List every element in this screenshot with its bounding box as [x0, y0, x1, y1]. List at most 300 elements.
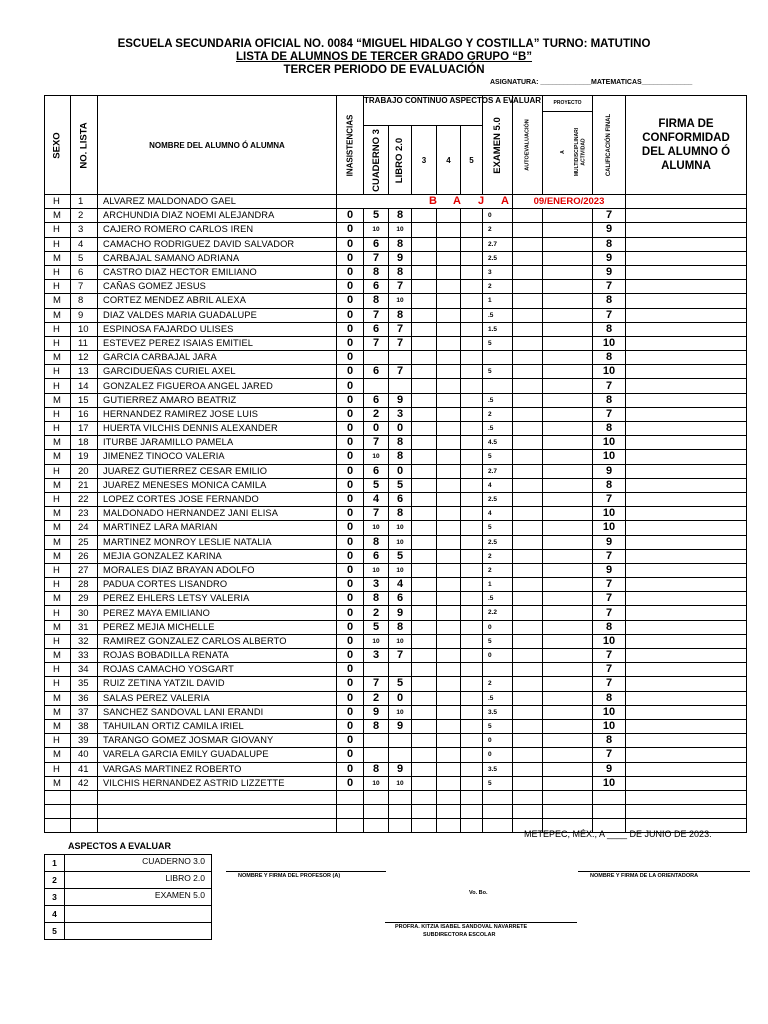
firma-cell — [626, 223, 747, 237]
no-lista-cell: 3 — [71, 223, 98, 237]
student-name-cell: TARANGO GOMEZ JOSMAR GIOVANY — [98, 734, 337, 748]
col-4-cell — [437, 422, 461, 436]
inasistencias-cell: 0 — [337, 507, 364, 521]
cuaderno-cell — [364, 748, 389, 762]
sexo-cell: H — [45, 379, 71, 393]
empty-cell — [412, 819, 437, 833]
autoevaluacion-cell — [513, 393, 543, 407]
cuaderno-cell: 6 — [364, 322, 389, 336]
no-lista-cell: 30 — [71, 606, 98, 620]
examen-cell: 2 — [483, 549, 513, 563]
subdirectora-name: PROFRA. KITZIA ISABEL SANDOVAL NAVARRETE — [395, 924, 528, 930]
student-name-cell: JIMENEZ TINOCO VALERIA — [98, 450, 337, 464]
sexo-cell: H — [45, 677, 71, 691]
col-5-cell — [461, 436, 483, 450]
cuaderno-cell: 10 — [364, 521, 389, 535]
libro-cell — [389, 351, 412, 365]
student-name-cell: SALAS PEREZ VALERIA — [98, 691, 337, 705]
autoevaluacion-cell — [513, 719, 543, 733]
inasistencias-cell: 0 — [337, 776, 364, 790]
col-3-cell — [412, 691, 437, 705]
libro-cell: 6 — [389, 492, 412, 506]
autoevaluacion-cell — [513, 691, 543, 705]
autoevaluacion-cell — [513, 620, 543, 634]
calificacion-final-cell: 7 — [593, 280, 626, 294]
examen-cell: .5 — [483, 592, 513, 606]
libro-cell: 4 — [389, 578, 412, 592]
inasistencias-cell: 0 — [337, 464, 364, 478]
no-lista-cell: 22 — [71, 492, 98, 506]
sexo-cell: H — [45, 464, 71, 478]
orientadora-signature-line — [578, 871, 750, 872]
col-4-cell — [437, 776, 461, 790]
cuaderno-cell: 7 — [364, 677, 389, 691]
col-5-cell — [461, 776, 483, 790]
col-3-cell — [412, 336, 437, 350]
cuaderno-cell: 10 — [364, 776, 389, 790]
calificacion-final-cell: 10 — [593, 705, 626, 719]
libro-cell: 10 — [389, 223, 412, 237]
calificacion-final-cell: 7 — [593, 549, 626, 563]
table-row — [45, 195, 747, 209]
inasistencias-cell: 0 — [337, 734, 364, 748]
proyecto-cell — [543, 748, 593, 762]
inasistencias-cell: 0 — [337, 365, 364, 379]
firma-cell — [626, 322, 747, 336]
libro-cell: 10 — [389, 535, 412, 549]
proyecto-cell — [543, 351, 593, 365]
student-name-cell: JUAREZ MENESES MONICA CAMILA — [98, 478, 337, 492]
examen-cell: 3 — [483, 265, 513, 279]
col-5-cell — [461, 705, 483, 719]
examen-cell: .5 — [483, 308, 513, 322]
calificacion-final-cell: 7 — [593, 379, 626, 393]
inasistencias-cell: 0 — [337, 436, 364, 450]
student-name-cell: VARELA GARCIA EMILY GUADALUPE — [98, 748, 337, 762]
autoevaluacion-cell — [513, 549, 543, 563]
autoevaluacion-cell — [513, 365, 543, 379]
cuaderno-cell: 2 — [364, 407, 389, 421]
empty-cell — [461, 790, 483, 804]
sexo-cell: H — [45, 407, 71, 421]
libro-cell: 0 — [389, 691, 412, 705]
col-4-cell — [437, 606, 461, 620]
firma-cell — [626, 606, 747, 620]
cuaderno-cell: 5 — [364, 620, 389, 634]
empty-cell — [337, 805, 364, 819]
firma-cell — [626, 492, 747, 506]
libro-cell: 3 — [389, 407, 412, 421]
libro-cell: 8 — [389, 308, 412, 322]
inasistencias-cell: 0 — [337, 450, 364, 464]
firma-cell — [626, 620, 747, 634]
cuaderno-cell: 3 — [364, 649, 389, 663]
proyecto-cell — [543, 776, 593, 790]
libro-cell: 5 — [389, 677, 412, 691]
student-name-cell: VARGAS MARTINEZ ROBERTO — [98, 762, 337, 776]
cuaderno-cell: 7 — [364, 507, 389, 521]
firma-cell — [626, 308, 747, 322]
autoevaluacion-cell — [513, 237, 543, 251]
cuaderno-cell: 8 — [364, 719, 389, 733]
no-lista-cell: 24 — [71, 521, 98, 535]
autoevaluacion-cell — [513, 677, 543, 691]
libro-cell: 8 — [389, 209, 412, 223]
col-3-cell — [412, 407, 437, 421]
examen-cell: 5 — [483, 776, 513, 790]
inasistencias-cell: 0 — [337, 223, 364, 237]
inasistencias-cell: 0 — [337, 535, 364, 549]
empty-cell — [71, 805, 98, 819]
col-4-cell — [437, 734, 461, 748]
table-row — [45, 422, 747, 436]
cuaderno-cell: 2 — [364, 691, 389, 705]
firma-cell — [626, 464, 747, 478]
col-5-cell — [461, 663, 483, 677]
col-4-cell — [437, 209, 461, 223]
calificacion-final-cell: 10 — [593, 719, 626, 733]
col-5-cell — [461, 322, 483, 336]
autoevaluacion-cell — [513, 308, 543, 322]
empty-cell — [626, 790, 747, 804]
sexo-cell: M — [45, 691, 71, 705]
sexo-cell: M — [45, 308, 71, 322]
inasistencias-cell: 0 — [337, 351, 364, 365]
col-5-cell — [461, 606, 483, 620]
header-sexo: SEXO — [45, 96, 71, 195]
table-row — [45, 322, 747, 336]
col-3-cell — [412, 492, 437, 506]
orientadora-signature-label: NOMBRE Y FIRMA DE LA ORIENTADORA — [590, 873, 699, 879]
no-lista-cell: 40 — [71, 748, 98, 762]
student-name-cell: CARBAJAL SAMANO ADRIANA — [98, 251, 337, 265]
no-lista-cell: 9 — [71, 308, 98, 322]
firma-cell — [626, 336, 747, 350]
libro-cell: 8 — [389, 450, 412, 464]
col-5-cell — [461, 265, 483, 279]
autoevaluacion-cell — [513, 336, 543, 350]
empty-cell — [412, 805, 437, 819]
student-name-cell: PEREZ MEJIA MICHELLE — [98, 620, 337, 634]
sexo-cell: M — [45, 620, 71, 634]
firma-cell — [626, 634, 747, 648]
table-row — [45, 237, 747, 251]
proyecto-cell — [543, 393, 593, 407]
cuaderno-cell: 4 — [364, 492, 389, 506]
firma-cell — [626, 422, 747, 436]
sexo-cell: M — [45, 649, 71, 663]
examen-cell: 4 — [483, 478, 513, 492]
student-name-cell: PEREZ EHLERS LETSY VALERIA — [98, 592, 337, 606]
empty-cell — [593, 805, 626, 819]
sexo-cell: M — [45, 748, 71, 762]
examen-cell: 5 — [483, 521, 513, 535]
col-5-cell — [461, 422, 483, 436]
col-3-cell — [412, 620, 437, 634]
table-row — [45, 294, 747, 308]
col-3-cell — [412, 719, 437, 733]
libro-cell: 10 — [389, 776, 412, 790]
table-row — [45, 507, 747, 521]
place-date: METEPEC, MÉX., A ____ DE JUNIO DE 2023. — [524, 829, 712, 839]
col-3-cell — [412, 663, 437, 677]
col-3-cell — [412, 649, 437, 663]
proyecto-cell — [543, 251, 593, 265]
examen-cell: 3.5 — [483, 762, 513, 776]
empty-cell — [437, 790, 461, 804]
libro-cell: 9 — [389, 719, 412, 733]
table-row — [45, 450, 747, 464]
sexo-cell: M — [45, 209, 71, 223]
examen-cell: 0 — [483, 649, 513, 663]
table-row — [45, 705, 747, 719]
subdirectora-signature-line — [385, 922, 577, 923]
student-name-cell: ARCHUNDIA DIAZ NOEMI ALEJANDRA — [98, 209, 337, 223]
col-4-cell — [437, 705, 461, 719]
proyecto-cell — [543, 407, 593, 421]
no-lista-cell: 7 — [71, 280, 98, 294]
col-4-cell — [437, 464, 461, 478]
examen-cell: 1 — [483, 294, 513, 308]
col-3-cell — [412, 748, 437, 762]
empty-cell — [98, 790, 337, 804]
col-3-cell — [412, 322, 437, 336]
sexo-cell: M — [45, 705, 71, 719]
firma-cell — [626, 393, 747, 407]
col-4-cell — [437, 393, 461, 407]
header-trabajo-continuo: TRABAJO CONTINUO ASPECTOS A EVALUAR — [364, 96, 483, 126]
libro-cell — [389, 663, 412, 677]
col-3-cell — [412, 592, 437, 606]
libro-cell: 9 — [389, 762, 412, 776]
cuaderno-cell: 6 — [364, 280, 389, 294]
examen-cell: 2.2 — [483, 606, 513, 620]
aspecto-label: CUADERNO 3.0 — [65, 855, 212, 872]
col-4-cell — [437, 478, 461, 492]
calificacion-final-cell: 8 — [593, 422, 626, 436]
aspectos-table — [44, 854, 212, 940]
empty-cell — [337, 790, 364, 804]
proyecto-cell — [543, 606, 593, 620]
autoevaluacion-cell — [513, 294, 543, 308]
cuaderno-cell: 7 — [364, 251, 389, 265]
sexo-cell: H — [45, 762, 71, 776]
col-4-cell — [437, 436, 461, 450]
student-name-cell: MARTINEZ LARA MARIAN — [98, 521, 337, 535]
examen-cell: 2.5 — [483, 251, 513, 265]
col-5-cell — [461, 691, 483, 705]
table-row — [45, 436, 747, 450]
calificacion-final-cell: 8 — [593, 478, 626, 492]
col-5-cell — [461, 748, 483, 762]
libro-cell: 7 — [389, 322, 412, 336]
firma-cell — [626, 592, 747, 606]
proyecto-cell — [543, 422, 593, 436]
libro-cell: 8 — [389, 237, 412, 251]
inasistencias-cell: 0 — [337, 251, 364, 265]
sexo-cell: H — [45, 365, 71, 379]
autoevaluacion-cell — [513, 379, 543, 393]
libro-cell: 8 — [389, 436, 412, 450]
inasistencias-cell: 0 — [337, 478, 364, 492]
inasistencias-cell: 0 — [337, 578, 364, 592]
col-3-cell — [412, 507, 437, 521]
no-lista-cell: 11 — [71, 336, 98, 350]
col-3-cell — [412, 365, 437, 379]
col-5-cell — [461, 677, 483, 691]
school-title: ESCUELA SECUNDARIA OFICIAL NO. 0084 “MIGUEL HIDALGO Y COSTILLA” TURNO: MATUTINO — [117, 38, 651, 50]
examen-cell: 1.5 — [483, 322, 513, 336]
col-3-cell — [412, 776, 437, 790]
libro-cell: 7 — [389, 365, 412, 379]
header-autoevaluacion: AUTOEVALUACIÓN — [513, 96, 543, 195]
firma-cell — [626, 748, 747, 762]
col-4-cell — [437, 649, 461, 663]
col-5-cell — [461, 535, 483, 549]
inasistencias-cell: 0 — [337, 407, 364, 421]
profesor-signature-line — [226, 871, 386, 872]
cuaderno-cell: 8 — [364, 762, 389, 776]
student-name-cell: CAMACHO RODRIGUEZ DAVID SALVADOR — [98, 237, 337, 251]
firma-cell — [626, 294, 747, 308]
firma-cell — [626, 677, 747, 691]
calificacion-final-cell: 10 — [593, 436, 626, 450]
cuaderno-cell: 0 — [364, 422, 389, 436]
no-lista-cell: 8 — [71, 294, 98, 308]
aspecto-label — [65, 906, 212, 923]
examen-cell: 2.5 — [483, 492, 513, 506]
table-row — [45, 606, 747, 620]
col-4-cell — [437, 663, 461, 677]
libro-cell — [389, 379, 412, 393]
sexo-cell: H — [45, 492, 71, 506]
header-col-5: 5 — [461, 126, 483, 195]
cuaderno-cell: 8 — [364, 294, 389, 308]
libro-cell: 7 — [389, 649, 412, 663]
no-lista-cell: 10 — [71, 322, 98, 336]
firma-cell — [626, 734, 747, 748]
no-lista-cell: 14 — [71, 379, 98, 393]
student-name-cell: GONZALEZ FIGUEROA ANGEL JARED — [98, 379, 337, 393]
empty-cell — [483, 790, 513, 804]
cuaderno-cell — [364, 379, 389, 393]
col-5-cell — [461, 507, 483, 521]
col-3-cell — [412, 237, 437, 251]
col-3-cell — [412, 478, 437, 492]
proyecto-cell — [543, 734, 593, 748]
aspecto-label: LIBRO 2.0 — [65, 872, 212, 889]
cuaderno-cell: 6 — [364, 393, 389, 407]
empty-cell — [389, 819, 412, 833]
cuaderno-cell: 5 — [364, 478, 389, 492]
col-4-cell — [437, 280, 461, 294]
inasistencias-cell: 0 — [337, 549, 364, 563]
cuaderno-cell: 3 — [364, 578, 389, 592]
calificacion-final-cell: 10 — [593, 521, 626, 535]
col-4-cell — [437, 294, 461, 308]
examen-cell: 2.7 — [483, 237, 513, 251]
autoevaluacion-cell — [513, 436, 543, 450]
student-name-cell: CAJERO ROMERO CARLOS IREN — [98, 223, 337, 237]
examen-cell: 1 — [483, 578, 513, 592]
empty-cell — [98, 819, 337, 833]
student-name-cell: VILCHIS HERNANDEZ ASTRID LIZZETTE — [98, 776, 337, 790]
col-3-cell — [412, 549, 437, 563]
period-title: TERCER PERIODO DE EVALUACIÓN — [283, 64, 485, 76]
empty-cell — [513, 805, 543, 819]
no-lista-cell: 21 — [71, 478, 98, 492]
autoevaluacion-cell — [513, 280, 543, 294]
sexo-cell: M — [45, 549, 71, 563]
table-row — [45, 265, 747, 279]
col-3-cell — [412, 280, 437, 294]
sexo-cell: M — [45, 592, 71, 606]
profesor-signature-label: NOMBRE Y FIRMA DEL PROFESOR (A) — [238, 873, 341, 879]
empty-cell — [461, 819, 483, 833]
col-5-cell — [461, 237, 483, 251]
libro-cell: 10 — [389, 563, 412, 577]
no-lista-cell: 6 — [71, 265, 98, 279]
col-5-cell — [461, 719, 483, 733]
no-lista-cell: 18 — [71, 436, 98, 450]
libro-cell: 10 — [389, 705, 412, 719]
proyecto-cell — [543, 223, 593, 237]
col-5-cell — [461, 209, 483, 223]
calificacion-final-cell: 9 — [593, 535, 626, 549]
table-row — [45, 776, 747, 790]
table-row — [45, 762, 747, 776]
firma-cell — [626, 762, 747, 776]
empty-cell — [412, 790, 437, 804]
autoevaluacion-cell — [513, 322, 543, 336]
autoevaluacion-cell — [513, 762, 543, 776]
no-lista-cell: 28 — [71, 578, 98, 592]
col-4-cell — [437, 450, 461, 464]
examen-cell — [483, 351, 513, 365]
autoevaluacion-cell — [513, 592, 543, 606]
no-lista-cell: 42 — [71, 776, 98, 790]
col-4-cell — [437, 719, 461, 733]
sexo-cell: H — [45, 322, 71, 336]
col-3-cell — [412, 634, 437, 648]
col-4-cell — [437, 492, 461, 506]
empty-cell — [364, 790, 389, 804]
no-lista-cell: 32 — [71, 634, 98, 648]
header-nombre: NOMBRE DEL ALUMNO Ó ALUMNA — [98, 96, 337, 195]
col-5-cell — [461, 251, 483, 265]
proyecto-cell — [543, 677, 593, 691]
examen-cell: 0 — [483, 209, 513, 223]
sexo-cell: M — [45, 436, 71, 450]
aspecto-label — [65, 923, 212, 940]
autoevaluacion-cell — [513, 578, 543, 592]
proyecto-cell — [543, 634, 593, 648]
student-name-cell: GUTIERREZ AMARO BEATRIZ — [98, 393, 337, 407]
col-5-cell — [461, 521, 483, 535]
firma-cell — [626, 436, 747, 450]
header-cuaderno: CUADERNO 3 — [364, 126, 389, 195]
examen-cell: 5 — [483, 634, 513, 648]
col-3-cell — [412, 563, 437, 577]
col-4-cell — [437, 592, 461, 606]
sexo-cell: M — [45, 719, 71, 733]
inasistencias-cell: 0 — [337, 492, 364, 506]
vobo-label: Vo. Bo. — [469, 890, 488, 896]
table-row — [45, 379, 747, 393]
student-name-cell: HERNANDEZ RAMIREZ JOSE LUIS — [98, 407, 337, 421]
calificacion-final-cell: 8 — [593, 691, 626, 705]
cuaderno-cell: 8 — [364, 592, 389, 606]
